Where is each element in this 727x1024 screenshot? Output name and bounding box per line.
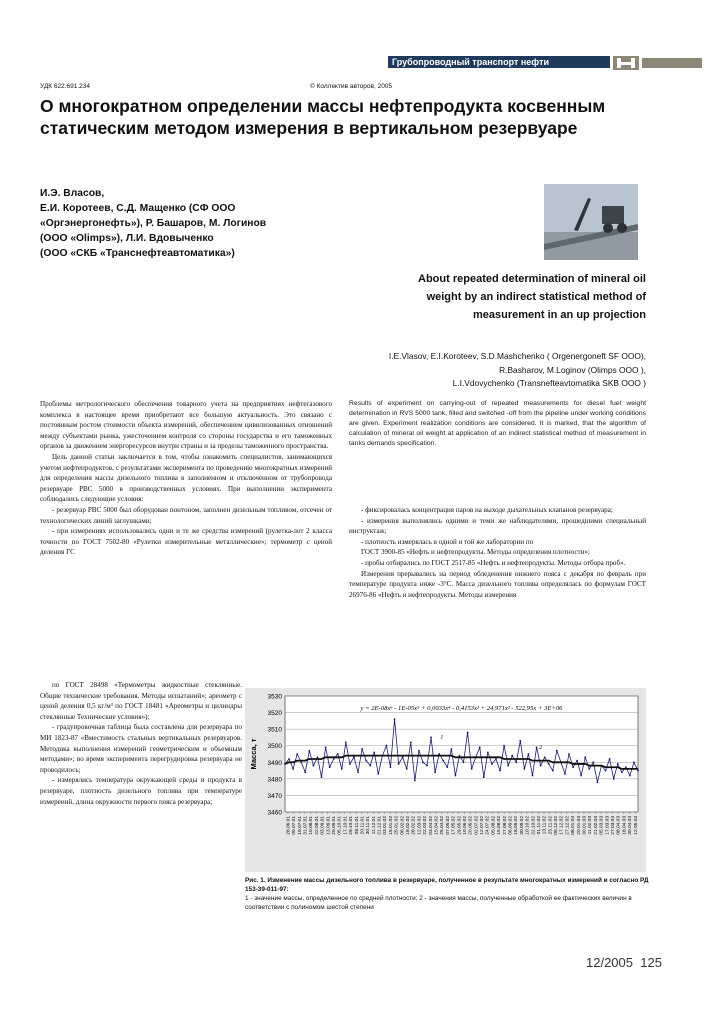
x-tick-label: 15.08.02 (497, 816, 503, 835)
data-point (321, 776, 323, 778)
x-tick-label: 03.01.02 (383, 816, 389, 835)
x-tick-label: 07.05.02 (445, 816, 451, 835)
abstract-en: Results of experiment on carrying-out of repeated measurements for diesel fuel weight determination in RVS 5000 tank, filled and switched -off from the pipeline under working conditions are given. Experiment realization conditions are considered. It is marked, that the algorithm of calculation of mineral oil weight at application of an indirect statistical method of measurement in tanks demands specification. (349, 400, 646, 447)
data-point (536, 746, 538, 748)
data-point (455, 775, 457, 777)
data-point (491, 763, 493, 765)
data-point (576, 760, 578, 762)
data-point (503, 745, 505, 747)
x-tick-label: 22.03.02 (423, 816, 429, 835)
x-tick-label: 08.11.01 (354, 816, 360, 835)
x-tick-label: 21.12.01 (377, 816, 383, 835)
data-point (572, 766, 574, 768)
data-point (296, 753, 298, 755)
x-tick-label: 25.04.02 (440, 816, 446, 835)
page-footer (586, 955, 662, 970)
trend-equation: y = 2E-08x⁶ - 1E-05x⁵ + 0,0033x⁴ - 0,4153x³ + 24,971x² - 522,95x + 3E+06 (360, 705, 563, 712)
data-point (426, 765, 428, 767)
data-point (373, 751, 375, 753)
data-point (353, 756, 355, 758)
data-point (552, 770, 554, 772)
data-point (341, 768, 343, 770)
data-point (333, 758, 335, 760)
data-point (519, 740, 521, 742)
x-tick-label: 28.06.01 (286, 816, 292, 835)
mass-chart (245, 688, 646, 872)
data-point (507, 765, 509, 767)
data-point (300, 761, 302, 763)
journal-logo-icon (612, 56, 640, 70)
x-tick-label: 11.02.03 (588, 816, 594, 835)
data-point (442, 760, 444, 762)
x-tick-label: 30.01.03 (582, 816, 588, 835)
x-tick-label: 17.05.02 (451, 816, 457, 835)
section-header-bar: Грубопроводный транспорт нефти (388, 56, 610, 68)
y-tick-label: 3490 (267, 759, 282, 767)
x-tick-label: 06.09.02 (508, 816, 514, 835)
paragraph: по ГОСТ 28498 «Термометры жидкостные стеклянные. Общие технические требования. Методы испытаний»; ареометр с ценой деления 0,5 кг/м³ по ГОСТ 18481 «Ареометры и цилиндры стеклянные Технические условия»); (40, 681, 242, 721)
x-tick-label: 10.06.02 (462, 816, 468, 835)
data-point (544, 756, 546, 758)
header-stripe (642, 58, 702, 68)
paragraph: - градуировочная таблица была составлена для резервуара по МИ 1823-87 «Вместимость стальных вертикальных резервуаров. Методика выполнения измерений геометрическим и объемным методами»; во время эксперимента перегрудировка резервуара не проводилось; (40, 723, 242, 774)
x-tick-label: 18.09.02 (514, 816, 520, 835)
data-point (532, 775, 534, 777)
data-point (288, 758, 290, 760)
data-point (515, 761, 517, 763)
data-point (337, 753, 339, 755)
data-point (357, 771, 359, 773)
data-point (609, 758, 611, 760)
x-tick-label: 05.12.02 (554, 816, 560, 835)
data-point (414, 780, 416, 782)
x-tick-label: 08.01.03 (571, 816, 577, 835)
x-tick-label: 20.11.01 (360, 816, 366, 835)
right-column (349, 505, 646, 600)
x-tick-label: 12.05.03 (633, 816, 639, 835)
x-tick-label: 03.04.02 (428, 816, 434, 835)
data-point (467, 732, 469, 734)
data-point (592, 761, 594, 763)
data-point (580, 775, 582, 777)
data-point (597, 781, 599, 783)
x-tick-label: 17.12.02 (559, 816, 565, 835)
x-tick-label: 05.10.01 (337, 816, 343, 835)
article-title-en: About repeated determination of mineral oil weight by an indirect statistical method of measurement in an up projection (418, 273, 646, 321)
x-tick-label: 18.02.02 (406, 816, 412, 835)
y-tick-label: 3520 (267, 710, 282, 718)
data-point (402, 756, 404, 758)
data-point (483, 776, 485, 778)
data-point (613, 778, 615, 780)
data-point (304, 771, 306, 773)
data-point (317, 756, 319, 758)
caption-title: Рис. 1. Изменение массы дизельного топлива в резервуаре, полученное в результате многократных измерений и согласно РД 153-39-011-97: (245, 877, 649, 893)
authors-en: I.E.Vlasov, E.I.Koroteev, S.D.Mashchenko ( Orgenergoneft SF OOO), R.Basharov, M.Loginov (Olimps OOO ), L.I.Vdovychenko (Transnefteavtomatika SKB OOO ) (388, 351, 646, 388)
data-point (625, 766, 627, 768)
paragraph: - при измерениях использовались одни и те же средства измерений (рулетка-лот 2 класса точности по ГОСТ 7502-80 «Рулетки измерительные металлические»; термометр с ценой деления ГС (40, 527, 332, 557)
x-tick-label: 25.09.01 (331, 816, 337, 835)
authors-ru: И.Э. Власов, Е.И. Коротеев, С.Д. Мащенко (СФ ООО «Оргэнергонефть»), Р. Башаров, М. Логинов (ООО «Olimps»), Л.И. Вдовыченко (ООО «СКБ «Транснефтеавтоматика») (40, 188, 267, 259)
data-point (377, 773, 379, 775)
x-tick-label: 31.07.01 (303, 816, 309, 835)
x-tick-label: 21.02.03 (593, 816, 599, 835)
x-tick-label: 18.04.03 (622, 816, 628, 835)
figure-caption (245, 876, 650, 912)
series-label-1: 1 (440, 735, 444, 742)
data-point (568, 753, 570, 755)
data-point (410, 742, 412, 744)
data-point (450, 748, 452, 750)
x-tick-label: 05.03.03 (599, 816, 605, 835)
data-point (471, 768, 473, 770)
paragraph: - пробы отбирались по ГОСТ 2517-85 «Нефть и нефтепродукты. Методы отбора проб». (361, 558, 626, 567)
data-point (479, 746, 481, 748)
paragraph: Цель данной статьи заключается в том, чтобы ознакомить специалистов, занимающихся учетом нефтепродуктов, с результатами эксперимента по проведению многократных измерений для определения массы дизельного топлива в заполненном и отключенном от трубопровода резервуаре РВС 5000 в производственных условиях. При выполнении эксперимента соблюдались следующие условия: (40, 452, 332, 504)
paragraph: - плотность измерялась в одной и той же лаборатории по (361, 537, 534, 546)
data-point (548, 763, 550, 765)
x-tick-label: 27.12.02 (565, 816, 571, 835)
x-tick-label: 13.11.02 (542, 816, 548, 835)
x-tick-label: 30.09.02 (519, 816, 525, 835)
data-point (369, 765, 371, 767)
y-tick-label: 3510 (267, 726, 282, 734)
data-point (361, 748, 363, 750)
x-tick-label: 12.03.02 (417, 816, 423, 835)
x-tick-label: 25.11.02 (548, 816, 554, 835)
series-label-2: 2 (539, 745, 543, 752)
data-point (398, 763, 400, 765)
data-point (308, 750, 310, 752)
data-point (292, 768, 294, 770)
data-point (394, 718, 396, 720)
paragraph: - фиксировалась концентрация паров на выходе дыхательных клапанов резервуара; (361, 506, 613, 514)
data-point (418, 750, 420, 752)
data-point (438, 753, 440, 755)
data-point (422, 761, 424, 763)
x-tick-label: 02.07.02 (474, 816, 480, 835)
x-tick-label: 13.09.01 (326, 816, 332, 835)
data-point (365, 760, 367, 762)
paragraph: ГОСТ 3900-85 «Нефть и нефтепродукты. Методы определения плотности»; (361, 548, 590, 557)
x-tick-label: 12.07.02 (480, 816, 486, 835)
data-point (637, 770, 639, 772)
x-tick-label: 27.03.03 (610, 816, 616, 835)
x-tick-label: 28.02.02 (411, 816, 417, 835)
y-tick-label: 3460 (267, 809, 282, 817)
x-tick-label: 10.10.02 (525, 816, 531, 835)
data-point (406, 768, 408, 770)
data-point (617, 763, 619, 765)
x-tick-label: 01.11.02 (536, 816, 542, 835)
x-tick-label: 20.06.02 (468, 816, 474, 835)
narrow-column (40, 680, 242, 807)
data-point (390, 766, 392, 768)
data-point (540, 765, 542, 767)
data-point (564, 773, 566, 775)
x-tick-label: 05.08.02 (491, 816, 497, 835)
page-number: 125 (640, 955, 662, 970)
data-point (329, 766, 331, 768)
caption-text: 1 - значение массы, определенное по средней плотности; 2 - значения массы, полученные обработкой ее фактических величин в соответствии с полиномом шестой степени (245, 895, 632, 911)
y-tick-label: 3480 (267, 776, 282, 784)
data-point (434, 771, 436, 773)
data-point (463, 761, 465, 763)
y-tick-label: 3470 (267, 792, 282, 800)
paragraph: - резервуар РВС 5000 был оборудован понтоном, заполнен дизельным топливом, отсечен от технологических линий заглушками; (40, 505, 332, 525)
x-tick-label: 15.04.02 (434, 816, 440, 835)
x-tick-label: 25.01.02 (394, 816, 400, 835)
x-tick-label: 03.09.01 (320, 816, 326, 835)
pipeline-photo (544, 184, 638, 260)
data-point (633, 761, 635, 763)
paragraph: Измерения прерывались на период обледенения нижнего пояса с декабря по февраль при температуре продукта ниже -3°С. Масса дизельного топлива определялась по формулам ГОСТ 26976-86 «Нефть и нефтепродукты. Методы измерения (349, 569, 646, 599)
x-tick-label: 17.03.03 (605, 816, 611, 835)
data-point (588, 768, 590, 770)
x-tick-label: 19.07.01 (297, 816, 303, 835)
data-point (459, 755, 461, 757)
data-point (584, 756, 586, 758)
data-point (605, 770, 607, 772)
data-point (556, 750, 558, 752)
x-tick-label: 27.08.02 (502, 816, 508, 835)
data-point (325, 746, 327, 748)
issue-number: 12/2005 (586, 955, 633, 970)
x-tick-label: 17.10.01 (343, 816, 349, 835)
data-point (430, 737, 432, 739)
x-tick-label: 06.02.02 (400, 816, 406, 835)
x-tick-label: 29.05.02 (457, 816, 463, 835)
paragraph: - измерялись температура окружающей среды и продукта в резервуаре, плотность дизельного топлива при температуре измерений, длина окружности первого пояса резервуара; (40, 776, 242, 806)
data-point (528, 753, 530, 755)
y-tick-label: 3500 (267, 743, 282, 751)
paragraph: - измерения выполнялись одними и теми же наблюдателями, прошедшими специальный инструктаж; (349, 516, 646, 536)
data-point (349, 763, 351, 765)
data-point (386, 745, 388, 747)
paragraph: Проблемы метрологического обеспечения товарного учета на предприятиях нефтегазового комплекса в настоящее время приобретают все большую актуальность. Это связано с постоянным ростом стоимости объекта измерений, обеспечением цивилизованных отношений между субъектами рынка, ужесточением контроля со стороны государства и его таможенных органов за движением энергоресурсов внутри страны и за пределы таможенного пространства. (40, 400, 332, 451)
data-point (487, 751, 489, 753)
left-column (40, 399, 332, 558)
x-tick-label: 24.07.02 (485, 816, 491, 835)
data-point (495, 758, 497, 760)
x-tick-label: 15.01.02 (388, 816, 394, 835)
x-tick-label: 29.10.01 (349, 816, 355, 835)
x-tick-label: 11.12.01 (371, 816, 377, 835)
data-point (621, 771, 623, 773)
x-tick-label: 08.04.03 (616, 816, 622, 835)
data-point (345, 742, 347, 744)
article-title: О многократном определении массы нефтепродукта косвенным статическим методом измерения в вертикальном резервуаре (40, 96, 606, 138)
x-tick-label: 22.10.02 (531, 816, 537, 835)
x-tick-label: 30.11.01 (366, 816, 372, 835)
data-point (523, 768, 525, 770)
x-tick-label: 09.07.01 (292, 816, 298, 835)
copyright: © Коллектив авторов, 2005 (310, 83, 393, 90)
data-point (446, 766, 448, 768)
data-point (499, 770, 501, 772)
data-point (511, 755, 513, 757)
data-point (629, 775, 631, 777)
x-tick-label: 20.01.03 (576, 816, 582, 835)
y-axis-label: Масса, т (249, 738, 258, 770)
y-tick-label: 3530 (267, 693, 282, 701)
udk-code: УДК 622.691.234 (40, 83, 90, 90)
x-tick-label: 10.08.01 (309, 816, 315, 835)
data-point (313, 765, 315, 767)
x-tick-label: 22.08.01 (314, 816, 320, 835)
x-tick-label: 30.04.03 (628, 816, 634, 835)
